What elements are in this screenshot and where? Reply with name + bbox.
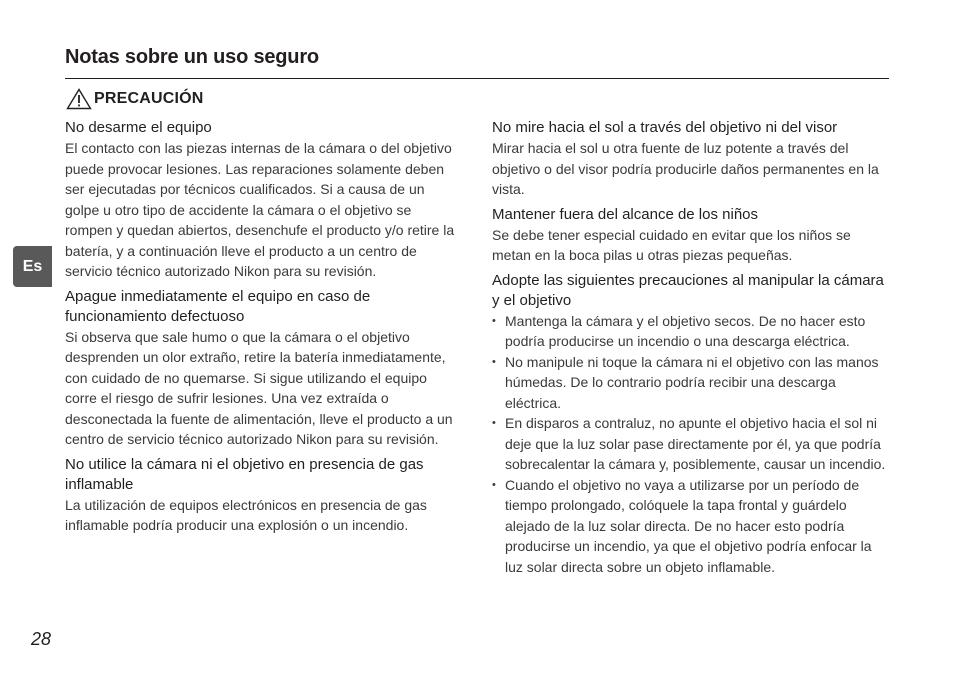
section-body: Si observa que sale humo o que la cámara o el objetivo desprenden un olor extraño, retire la batería inmediatamente, con cuidado de no quemarse. Si sigue utilizando el equipo corre el riesgo de sufrir lesiones. Una vez extraída o desconectada la fuente de alimentación, lleve el producto a un centro de servicio técnico autorizado Nikon para su revisión. bbox=[65, 328, 453, 447]
caution-label: PRECAUCIÓN bbox=[94, 90, 204, 107]
language-tab: Es bbox=[13, 246, 52, 287]
section-manipular bbox=[492, 271, 888, 578]
list-item: • Cuando el objetivo no vaya a utilizarse por un período de tiempo prolongado, colóquele la tapa frontal y guárdelo alejado de la luz solar directa. De no hacer esto podría producirse un incendio, ya que el objetivo podría enfocar la luz solar directa sobre un objeto inflamable. bbox=[492, 475, 888, 578]
precautions-list bbox=[492, 311, 888, 578]
section-heading: No utilice la cámara ni el objetivo en presencia de gas inflamable bbox=[65, 455, 424, 493]
page-title: Notas sobre un uso seguro bbox=[65, 46, 319, 68]
title-divider bbox=[65, 78, 889, 79]
section-heading: Adopte las siguientes precauciones al manipular la cámara y el objetivo bbox=[492, 271, 884, 309]
page-number: 28 bbox=[31, 629, 52, 649]
section-body: Mirar hacia el sol u otra fuente de luz potente a través del objetivo o del visor podría producirle daños permanentes en la vista. bbox=[492, 140, 879, 197]
list-item: • En disparos a contraluz, no apunte el objetivo hacia el sol ni deje que la luz solar pase directamente por él, ya que podría sobrecalentar la cámara y, posiblemente, causar un incendio. bbox=[492, 413, 888, 475]
caution-heading bbox=[66, 88, 204, 110]
section-heading: No mire hacia el sol a través del objetivo ni del visor bbox=[492, 119, 838, 136]
section-heading: Mantener fuera del alcance de los niños bbox=[492, 205, 759, 223]
section-ninos bbox=[492, 205, 888, 266]
section-body: Se debe tener especial cuidado en evitar que los niños se metan en la boca pilas u otras piezas pequeñas. bbox=[492, 226, 851, 263]
section-gas-inflamable bbox=[65, 455, 461, 536]
left-column bbox=[65, 118, 461, 541]
section-sol bbox=[492, 118, 888, 200]
section-heading: Apague inmediatamente el equipo en caso de funcionamiento defectuoso bbox=[65, 287, 371, 325]
section-body: El contacto con las piezas internas de la cámara o del objetivo puede provocar lesiones. Las reparaciones solamente deben ser ejecutadas por técnicos cualificados. Si a causa de un golpe u otro tipo de accidente la cámara o el objetivo se rompen y quedan abiertos, desenchufe el producto y/o retire la batería, y a continuación lleve el producto a un centro de servicio técnico autorizado Nikon para su revisión. bbox=[65, 140, 455, 279]
section-no-desarme bbox=[65, 118, 461, 282]
section-apague bbox=[65, 287, 461, 450]
section-heading: No desarme el equipo bbox=[65, 119, 212, 136]
list-item: • No manipule ni toque la cámara ni el objetivo con las manos húmedas. De lo contrario podría recibir una descarga eléctrica. bbox=[492, 352, 888, 414]
section-body: La utilización de equipos electrónicos en presencia de gas inflamable podría producir una explosión o un incendio. bbox=[65, 496, 427, 533]
list-item: • Mantenga la cámara y el objetivo secos. De no hacer esto podría producirse un incendio o una descarga eléctrica. bbox=[492, 311, 888, 352]
right-column bbox=[492, 118, 888, 582]
warning-triangle-icon bbox=[66, 88, 92, 110]
